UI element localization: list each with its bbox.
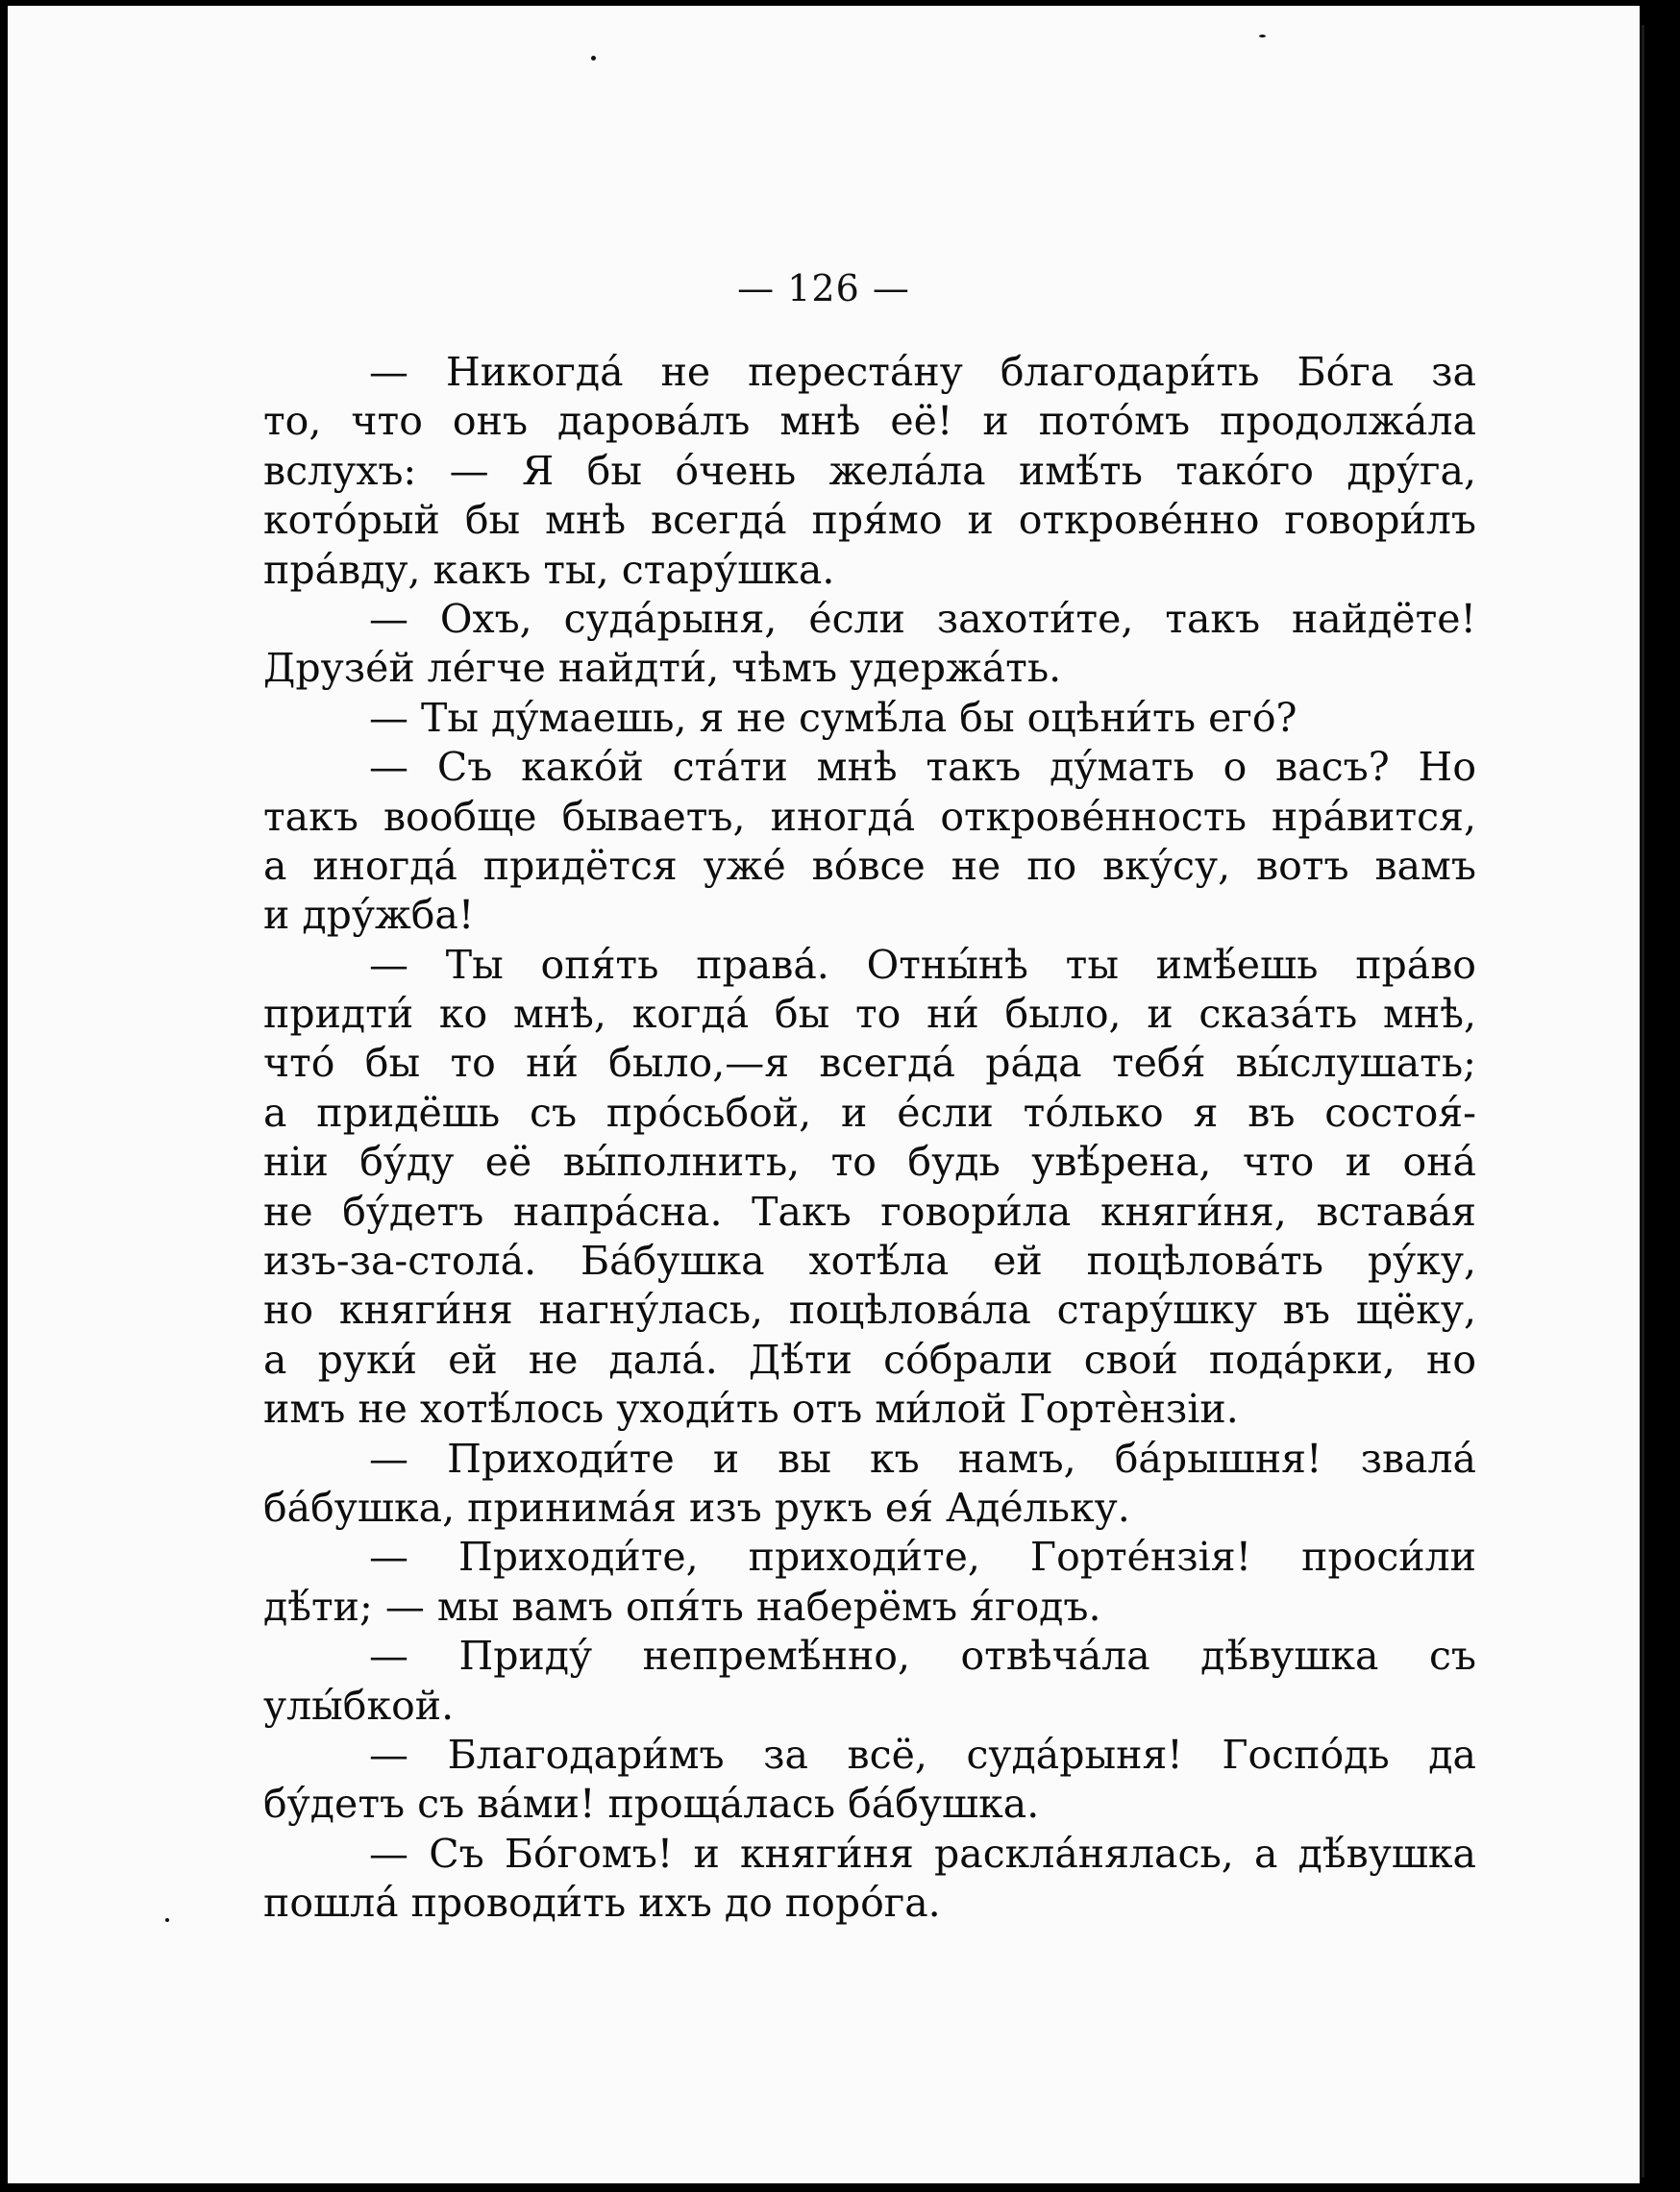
- text-line: что́ бы то ни́ было,—я всегда́ ра́да тебя́ вы́слушать;: [263, 1040, 1476, 1087]
- text-line: — Ты опя́ть права́. Отны́нѣ ты имѣ́ешь пра́во: [369, 941, 1476, 988]
- text-line: а иногда́ придётся уже́ во́все не по вку́су, вотъ вамъ: [263, 842, 1476, 889]
- text-line: но княги́ня нагну́лась, поцѣлова́ла стару́шку въ щёку,: [263, 1287, 1476, 1334]
- text-line: улы́бкой.: [263, 1682, 455, 1729]
- text-line: — Никогда́ не переста́ну благодари́ть Бо́га за: [369, 349, 1476, 395]
- text-line: — Приду́ непремѣ́нно, отвѣча́ла дѣ́вушка съ: [369, 1633, 1476, 1680]
- text-line: придти́ ко мнѣ, когда́ бы то ни́ было, и сказа́ть мнѣ,: [263, 991, 1476, 1038]
- scan-speck: [591, 56, 596, 61]
- text-line: ніи бу́ду её вы́полнить, то будь увѣ́рена, что и она́: [263, 1139, 1476, 1186]
- scan-speck: [165, 1918, 169, 1922]
- text-line: пра́вду, какъ ты, стару́шка.: [263, 546, 835, 593]
- text-line: Друзе́й ле́гче найдти́, чѣмъ удержа́ть.: [263, 645, 1062, 692]
- page-number: — 126 —: [737, 267, 910, 309]
- text-line: то, что онъ дарова́лъ мнѣ её! и пото́мъ продолжа́ла: [263, 398, 1476, 445]
- text-line: бу́детъ съ ва́ми! проща́лась ба́бушка.: [263, 1781, 1040, 1828]
- text-line: — Съ како́й ста́ти мнѣ такъ ду́мать о васъ? Но: [369, 744, 1476, 791]
- text-line: — Охъ, суда́рыня, е́сли захоти́те, такъ найдёте!: [369, 595, 1476, 642]
- book-page: [8, 6, 1640, 2183]
- text-line: изъ-за-стола́. Ба́бушка хотѣ́ла ей поцѣлова́ть ру́ку,: [263, 1238, 1476, 1285]
- text-line: — Ты ду́маешь, я не сумѣ́ла бы оцѣни́ть его́?: [369, 694, 1297, 741]
- scan-right-border: [1640, 0, 1680, 2192]
- text-line: — Съ Бо́гомъ! и княги́ня раскла́нялась, а дѣ́вушка: [369, 1830, 1476, 1877]
- text-line: — Благодари́мъ за всё, суда́рыня! Госпо́дь да: [369, 1731, 1476, 1778]
- text-line: и дру́жба!: [263, 892, 475, 939]
- text-line: пошла́ проводи́ть ихъ до поро́га.: [263, 1880, 941, 1927]
- text-line: — Приходи́те, приходи́те, Горте́нзія! проси́ли: [369, 1534, 1476, 1581]
- text-line: а придёшь съ про́сьбой, и е́сли то́лько я въ состоя́-: [263, 1089, 1476, 1136]
- text-line: а руки́ ей не дала́. Дѣ́ти со́брали свои́ пода́рки, но: [263, 1336, 1476, 1383]
- text-line: вслухъ: — Я бы о́чень жела́ла имѣ́ть тако́го дру́га,: [263, 447, 1476, 494]
- text-line: такъ вообще бываетъ, иногда́ открове́нность нра́вится,: [263, 793, 1476, 840]
- text-line: дѣ́ти; — мы вамъ опя́ть наберёмъ я́годъ.: [263, 1583, 1101, 1630]
- text-line: ба́бушка, принима́я изъ рукъ ея́ Аде́льку.: [263, 1484, 1130, 1531]
- body-text: [263, 348, 1476, 1929]
- page-edge-line: [1642, 25, 1644, 2178]
- scan-speck: [1259, 35, 1266, 37]
- text-line: — Приходи́те и вы къ намъ, ба́рышня! звала́: [369, 1435, 1476, 1482]
- text-line: кото́рый бы мнѣ всегда́ пря́мо и открове́нно говори́лъ: [263, 497, 1476, 544]
- text-line: не бу́детъ напра́сна. Такъ говори́ла княги́ня, встава́я: [263, 1188, 1476, 1235]
- text-line: имъ не хотѣ́лось уходи́ть отъ ми́лой Гортѐнзіи.: [263, 1386, 1239, 1433]
